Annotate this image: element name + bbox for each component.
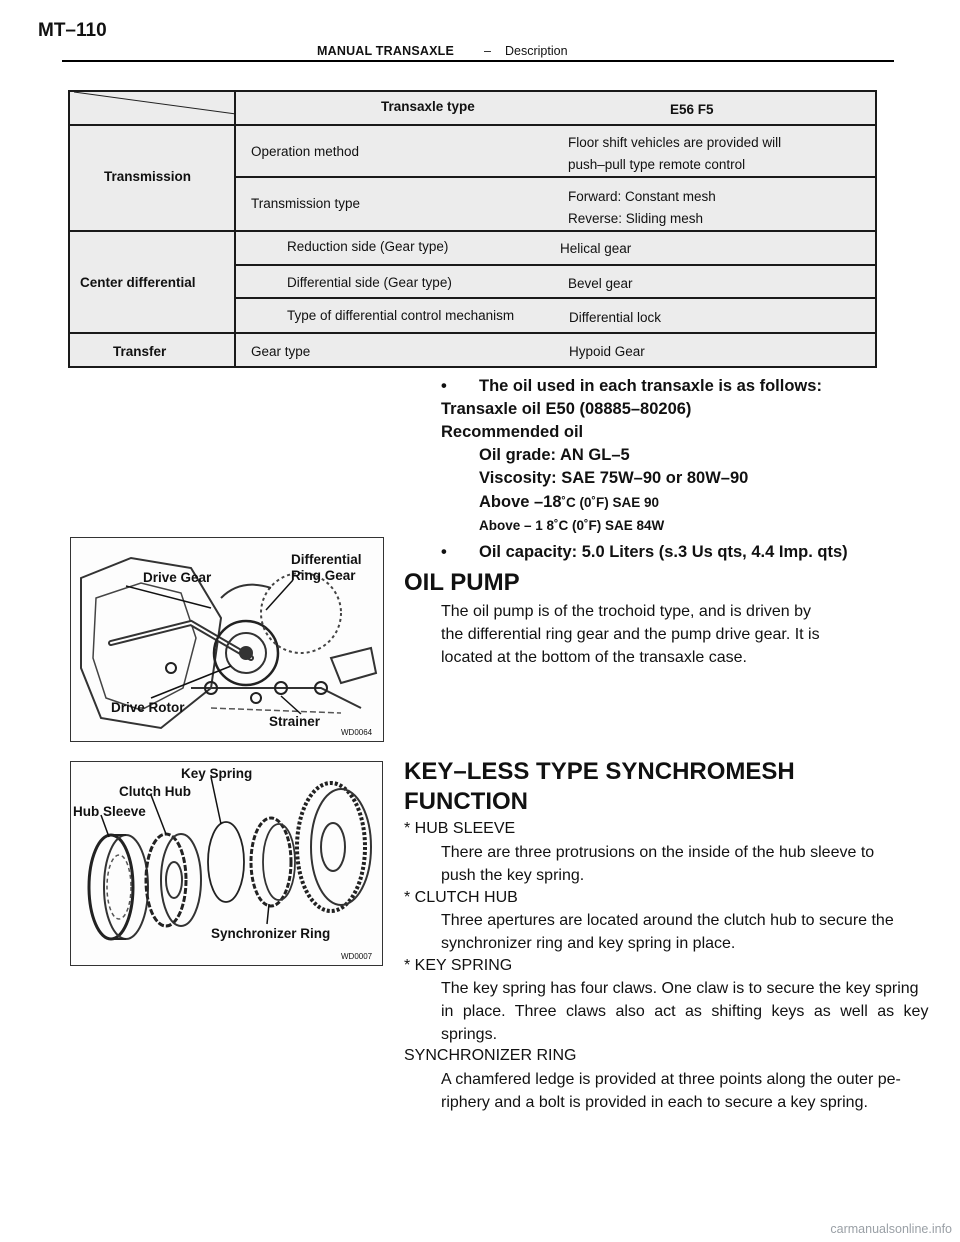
table-border-left bbox=[68, 90, 70, 368]
oil-pump-line: located at the bottom of the transaxle case. bbox=[441, 649, 747, 666]
spec-table bbox=[68, 90, 877, 368]
label-drive-gear: Drive Gear bbox=[143, 570, 212, 585]
oil-above-2: Above – 1 8˚C (0˚F) SAE 84W bbox=[479, 518, 665, 533]
header-separator: – bbox=[484, 44, 491, 58]
row-item: Gear type bbox=[251, 344, 311, 359]
oil-pump-title: OIL PUMP bbox=[404, 569, 520, 596]
hub-sleeve-label: * HUB SLEEVE bbox=[404, 820, 516, 837]
oil-pump-line: the differential ring gear and the pump drive gear. It is bbox=[441, 626, 820, 643]
clutch-hub-text: synchronizer ring and key spring in place. bbox=[441, 935, 736, 952]
row-value: Forward: Constant mesh bbox=[568, 189, 716, 204]
figure-code: WD0007 bbox=[341, 952, 373, 961]
key-spring-text: The key spring has four claws. One claw is to secure the key spring bbox=[441, 980, 919, 997]
bullet: • bbox=[441, 377, 447, 395]
hub-sleeve-text: There are three protrusions on the inside of the hub sleeve to bbox=[441, 844, 875, 861]
label-synchronizer-ring: Synchronizer Ring bbox=[211, 926, 331, 941]
row-value: push–pull type remote control bbox=[568, 157, 746, 172]
watermark: carmanualsonline.info bbox=[830, 1222, 952, 1236]
oil-intro: The oil used in each transaxle is as follows: bbox=[479, 377, 822, 395]
row-value: Reverse: Sliding mesh bbox=[568, 211, 704, 226]
label-ring-gear: Ring Gear bbox=[291, 568, 356, 583]
row-item: Differential side (Gear type) bbox=[287, 275, 452, 290]
group-transmission: Transmission bbox=[104, 169, 192, 184]
synchro-title-line1: KEY–LESS TYPE SYNCHROMESH bbox=[404, 758, 795, 785]
table-header-item: Transaxle type bbox=[381, 99, 475, 114]
table-row-line bbox=[234, 297, 877, 299]
oil-pump-figure bbox=[70, 537, 384, 742]
oil-pump-line: The oil pump is of the trochoid type, and is driven by bbox=[441, 603, 811, 620]
figure-code: WD0064 bbox=[341, 728, 373, 737]
synchro-title-line2: FUNCTION bbox=[404, 788, 528, 815]
header-rule bbox=[62, 60, 894, 62]
row-value: Bevel gear bbox=[568, 276, 633, 291]
label-clutch-hub: Clutch Hub bbox=[119, 784, 191, 799]
oil-recommended: Recommended oil bbox=[441, 423, 584, 441]
key-spring-text: in place. Three claws also act as shifting keys as well as key bbox=[441, 1003, 929, 1020]
row-item: Reduction side (Gear type) bbox=[287, 239, 449, 254]
hub-sleeve-text: push the key spring. bbox=[441, 867, 585, 884]
header-section: MANUAL TRANSAXLE bbox=[317, 44, 454, 58]
table-border-bottom bbox=[68, 366, 877, 368]
clutch-hub-label: * CLUTCH HUB bbox=[404, 889, 518, 906]
table-header-value: E56 F5 bbox=[670, 102, 714, 117]
group-center-differential: Center differential bbox=[80, 275, 196, 290]
oil-transaxle-oil: Transaxle oil E50 (08885–80206) bbox=[441, 400, 692, 418]
oil-grade: Oil grade: AN GL–5 bbox=[479, 446, 630, 464]
row-value: Floor shift vehicles are provided will bbox=[568, 135, 782, 150]
table-corner-diagonal bbox=[68, 90, 238, 120]
label-differential: Differential bbox=[291, 552, 362, 567]
page-number: MT–110 bbox=[38, 20, 107, 41]
oil-viscosity: Viscosity: SAE 75W–90 or 80W–90 bbox=[479, 469, 749, 487]
sync-ring-label: SYNCHRONIZER RING bbox=[404, 1047, 577, 1064]
clutch-hub-text: Three apertures are located around the clutch hub to secure the bbox=[441, 912, 894, 929]
header-subsection: Description bbox=[505, 44, 568, 58]
row-item: Operation method bbox=[251, 144, 360, 159]
sync-ring-text: A chamfered ledge is provided at three points along the outer pe- bbox=[441, 1071, 901, 1088]
label-strainer: Strainer bbox=[269, 714, 321, 729]
label-drive-rotor: Drive Rotor bbox=[111, 700, 185, 715]
row-item: Type of differential control mechanism bbox=[287, 308, 515, 323]
synchromesh-figure bbox=[70, 761, 383, 966]
table-border-top bbox=[68, 90, 877, 92]
group-transfer: Transfer bbox=[113, 344, 167, 359]
row-value: Differential lock bbox=[569, 310, 662, 325]
label-key-spring: Key Spring bbox=[181, 766, 253, 781]
key-spring-label: * KEY SPRING bbox=[404, 957, 513, 974]
oil-above-1: Above –18˚C (0˚F) SAE 90 bbox=[479, 493, 660, 511]
bullet: • bbox=[441, 543, 447, 561]
row-value: Helical gear bbox=[560, 241, 632, 256]
sync-ring-text: riphery and a bolt is provided in each to secure a key spring. bbox=[441, 1094, 868, 1111]
table-row-line bbox=[68, 124, 877, 126]
table-row-line bbox=[68, 332, 877, 334]
table-row-line bbox=[68, 230, 877, 232]
table-column-divider bbox=[234, 90, 236, 368]
key-spring-text: springs. bbox=[441, 1026, 498, 1043]
oil-capacity: Oil capacity: 5.0 Liters (s.3 Us qts, 4.4 Imp. qts) bbox=[479, 543, 848, 561]
table-border-right bbox=[875, 90, 877, 368]
row-value: Hypoid Gear bbox=[569, 344, 645, 359]
row-item: Transmission type bbox=[251, 196, 361, 211]
table-row-line bbox=[234, 176, 877, 178]
label-hub-sleeve: Hub Sleeve bbox=[73, 804, 146, 819]
table-row-line bbox=[234, 264, 877, 266]
